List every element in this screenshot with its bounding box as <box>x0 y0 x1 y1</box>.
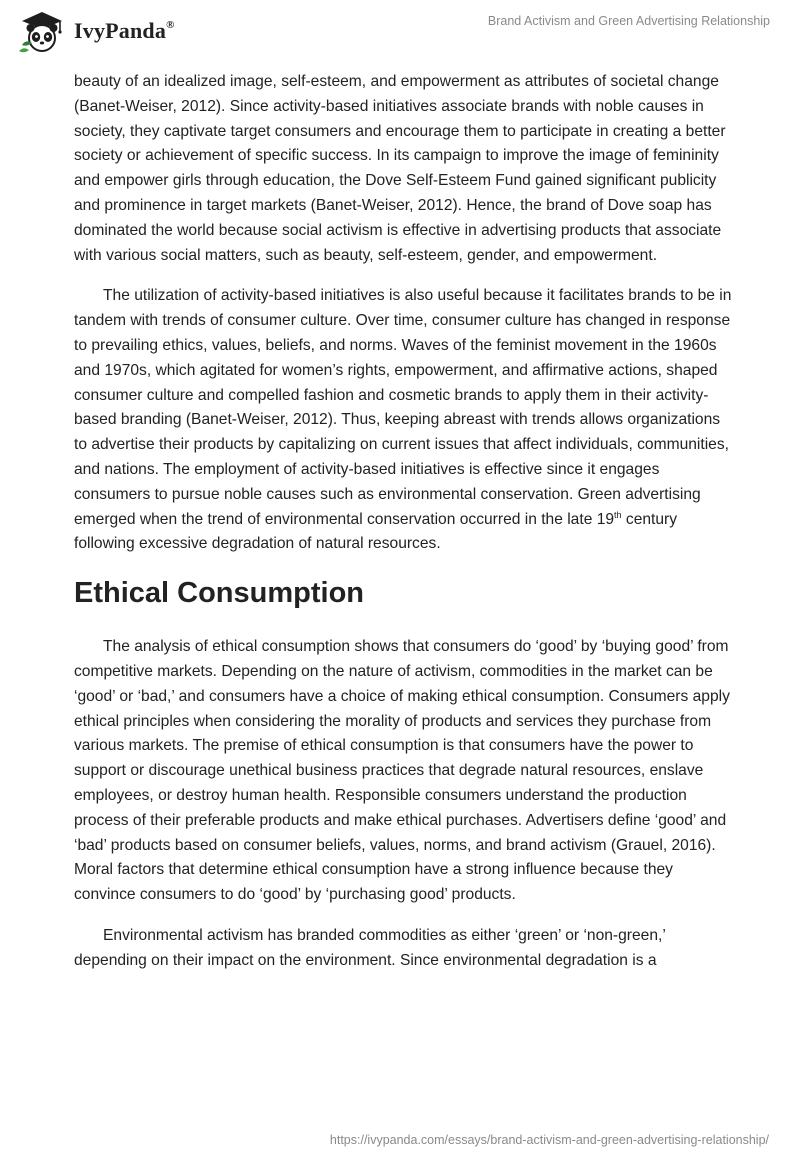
logo-text: IvyPanda® <box>74 18 175 43</box>
source-url[interactable]: https://ivypanda.com/essays/brand-activism-and-green-advertising-relationship/ <box>329 1133 769 1147</box>
ivypanda-logo[interactable] <box>16 9 175 53</box>
paragraph-1: beauty of an idealized image, self-esteem, and empowerment as attributes of societal change (Banet-Weiser, 2012). Since activity-based initiatives associate brands with noble causes in society, they captivate target consumers and encourage them to participate in creating a better society or achievement of specific success. In its campaign to improve the image of femininity and empower girls through education, the Dove Self-Esteem Fund gained significant publicity and prominence in target markets (Banet-Weiser, 2012). Hence, the brand of Dove soap has dominated the world because social activism is effective in advertising products that associate with various social matters, such as beauty, self-esteem, gender, and empowerment. <box>74 73 726 264</box>
graduation-cap-panda-icon <box>16 9 68 53</box>
paragraph-3: The analysis of ethical consumption shows that consumers do ‘good’ by ‘buying good’ from competitive markets. Depending on the nature of activism, commodities in the market can be ‘good’ or ‘bad,’ and consumers have a choice of making ethical consumption. Consumers apply ethical principles when considering the morality of products and services they purchase from various markets. The premise of ethical consumption is that consumers have the power to support or discourage unethical business practices that degrade natural resources, enslave employees, or destroy human health. Responsible consumers understand the production process of their preferable products and make ethical purchases. Advertisers define ‘good’ and ‘bad’ products based on consumer beliefs, values, norms, and brand activism (Grauel, 2016). Moral factors that determine ethical consumption have a strong influence because they convince consumers to do ‘good’ by ‘purchasing good’ products. <box>74 638 730 904</box>
paragraph-4: Environmental activism has branded commodities as either ‘green’ or ‘non-green,’ depending on their impact on the environment. Since environmental degradation is a <box>74 926 666 969</box>
section-heading-ethical-consumption: Ethical Consumption <box>74 577 364 610</box>
page-header <box>0 0 800 64</box>
paragraph-2: The utilization of activity-based initiatives is also useful because it facilitates brands to be in tandem with trends of consumer culture. Over time, consumer culture has changed in response to prevailing ethics, values, beliefs, and norms. Waves of the feminist movement in the 1960s and 1970s, which agitated for women’s rights, empowerment, and affirmative actions, shaped consumer culture and compelled fashion and cosmetic brands to apply them in their activity-based branding (Banet-Weiser, 2012). Thus, keeping abreast with trends allows organizations to advertise their products by capitalizing on current issues that affect individuals, communities, and nations. The employment of activity-based initiatives is effective since it engages consumers to pursue noble causes such as environmental conservation. Green advertising emerged when the trend of environmental conservation occurred in the late 19th century following excessive degradation of natural resources. <box>74 287 732 553</box>
document-title: Brand Activism and Green Advertising Relationship <box>487 14 770 28</box>
essay-body <box>74 70 734 990</box>
